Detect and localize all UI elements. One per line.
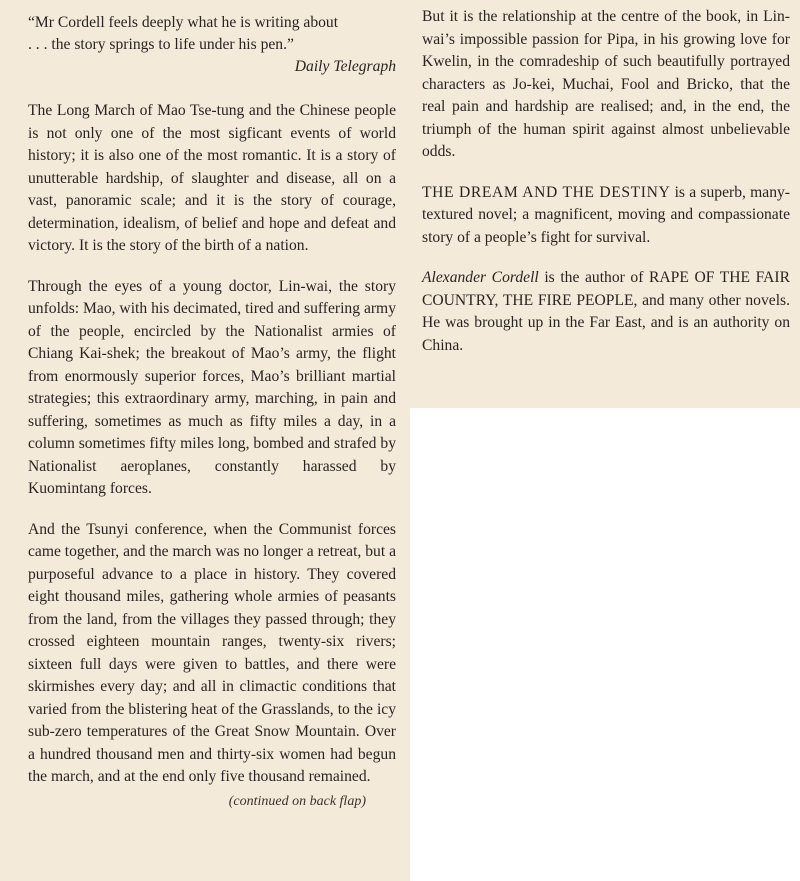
paragraph-relationship: But it is the relationship at the centre of the book, in Lin-wai’s impossible passion for Pipa, in his growing love for Kwelin, in the comradeship of such beautifully portrayed characters as Jo-kei, Muchai, Fool and Bricko, that the real pain and hardship are realised; and, in the end, the triumph of the human spirit against almost unbelievable odds. <box>422 8 790 160</box>
paragraph-tsunyi-conference: And the Tsunyi conference, when the Communist forces came together, and the march was no longer a retreat, but a purposeful advance to a place in history. They covered eight thousand miles, gathering whole armies of peasants from the land, from the villages they passed through; they crossed eighteen mountain ranges, twenty-six rivers; sixteen full days were given to battles, and there were skirmishes every day; and all in climactic conditions that varied from the blistering heat of the Grasslands, to the icy sub-zero temperatures of the Great Snow Mountain. Over a hundred thousand men and thirty-six women had begun the march, and at the end only five thousand remained. <box>28 520 396 785</box>
book-title: THE DREAM AND THE DESTINY <box>422 183 671 201</box>
paragraph-author-bio <box>422 267 790 357</box>
author-name: Alexander Cordell <box>422 269 539 286</box>
continued-note: (continued on back flap) <box>228 793 366 809</box>
author-bio-text: is the author of RAPE OF THE FAIR COUNTRY, THE FIRE PEOPLE, and many other novels. He was brought up in the Far East, and is an authority on China. <box>422 269 790 354</box>
quote-line-1: “Mr Cordell feels deeply what he is writing about <box>28 14 339 31</box>
paragraph-book-summary <box>422 182 790 250</box>
paragraph-lin-wai-story: Through the eyes of a young doctor, Lin-wai, the story unfolds: Mao, with his decimated, tired and suffering army of the people, encircled by the Nationalist armies of Chiang Kai-shek; the breakout of Mao’s army, the flight from enormously superior forces, Mao’s brilliant martial strategies; this extraordinary army, marching, in pain and suffering, sometimes as much as fifty miles a day, in a column sometimes fifty miles long, bombed and strafed by Nationalist aeroplanes, constantly harassed by Kuomintang forces. <box>28 277 396 497</box>
right-text-column <box>410 0 800 408</box>
quote-line-2: . . . the story springs to life under his pen.” <box>28 36 294 53</box>
book-summary-text: is a superb, many-textured novel; a magnificent, moving and compassionate story of a people’s fight for survival. <box>422 183 790 246</box>
review-quote <box>28 12 396 78</box>
quote-source: Daily Telegraph <box>294 58 396 75</box>
paragraph-long-march: The Long March of Mao Tse-tung and the Chinese people is not only one of the most sigficant events of world history; it is also one of the most romantic. It is a story of unutterable hardship, of slaughter and disease, all on a vast, panoramic scale; and it is the story of courage, determination, idealism, of belief and hope and defeat and victory. It is the story of the birth of a nation. <box>28 102 396 254</box>
